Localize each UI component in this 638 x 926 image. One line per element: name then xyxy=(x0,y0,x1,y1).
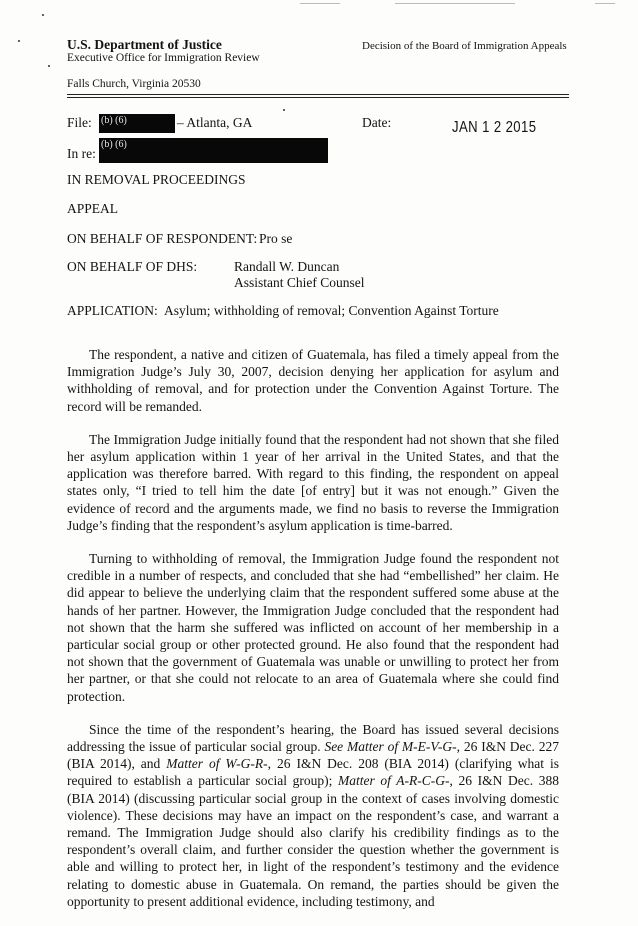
file-location: – Atlanta, GA xyxy=(177,115,253,130)
p4-text-a: Since the time of the respondent’s hearing, the Board has issued several decisions addressing the issue of particular social group. xyxy=(67,721,559,755)
p4-text-e: , 26 I&N Dec. 208 (BIA 2014) (clarifying what is required to establish a particular social group); xyxy=(67,756,559,789)
scan-artifact-line xyxy=(595,3,615,4)
citation-mevg: See Matter of M-E-V-G- xyxy=(324,739,457,755)
paragraph-3: Turning to withholding of removal, the Immigration Judge found the respondent not credible in a number of respects, and concluded that she had “embellished” her claim. He did appear to believe the underlying claim that the respondent suffered some abuse at the hands of her partner. However, the Immigration Judge concluded that the respondent had not shown that the harm she suffered was inflicted on account of her membership in a particular social group or other protected ground. He also found that the respondent had not shown that the government of Guatemala was unable or unwilling to protect her from her partner, or that she could not relocate to an area of Guatemala where she could find protection. xyxy=(67,551,559,704)
file-label: File: xyxy=(67,115,92,130)
application-value: Asylum; withholding of removal; Convention Against Torture xyxy=(164,303,499,318)
p4-text-c: , 26 I&N Dec. 227 (BIA 2014), and xyxy=(67,739,560,772)
paragraph-2: The Immigration Judge initially found that the respondent had not shown that she filed her asylum application within 1 year of her arrival in the United States, and that the application was therefore barred. With regard to this finding, the respondent on appeal states only, “I tried to tell him the date [of entry] but it was not enough.” Given the evidence of record and the arguments made, we find no basis to reverse the Immigration Judge’s finding that the respondent’s asylum application is time-barred. xyxy=(67,431,559,533)
application-label: APPLICATION: xyxy=(67,303,158,318)
scan-artifact-dot xyxy=(48,65,50,67)
respondent-value: Pro se xyxy=(259,231,293,246)
date-label: Date: xyxy=(362,115,392,130)
in-re-redaction: (b) (6) xyxy=(99,138,328,163)
department-name: U.S. Department of Justice xyxy=(67,37,222,52)
proceedings-type: IN REMOVAL PROCEEDINGS xyxy=(67,172,246,187)
paragraph-4 xyxy=(67,721,559,910)
file-redaction: (b) (6) xyxy=(99,114,175,133)
decision-body xyxy=(67,346,559,926)
header-rule-bottom xyxy=(67,97,569,98)
decision-of-label: Decision of the Board of Immigration Appeals xyxy=(362,40,567,52)
dhs-counsel-title: Assistant Chief Counsel xyxy=(234,275,365,290)
p4-text-g: , 26 I&N Dec. 388 (BIA 2014) (discussing particular social group in the context of cases involving domestic violence). These decisions may have an impact on the respondent’s case, and warrant a remand. The Immigration Judge should also clarify his credibility findings as to the respondent’s overall claim, and further consider the question whether the government is able and willing to protect her, in light of the respondent’s testimony and the evidence relating to domestic abuse in Guatemala. On remand, the parties should be given the opportunity to present additional evidence, including testimony, and xyxy=(67,773,559,909)
scan-artifact-dot xyxy=(42,14,44,16)
header-rule-top xyxy=(67,94,569,95)
scan-artifact-dot xyxy=(283,109,285,111)
dhs-label: ON BEHALF OF DHS: xyxy=(67,259,198,274)
date-stamp: JAN 1 2 2015 xyxy=(452,119,537,136)
citation-wgr: Matter of W-G-R- xyxy=(166,756,268,772)
scan-artifact-line xyxy=(300,3,340,4)
scan-artifact-dot xyxy=(18,40,20,42)
paragraph-1: The respondent, a native and citizen of Guatemala, has filed a timely appeal from the Immigration Judge’s July 30, 2007, decision denying her application for asylum and withholding of removal, and for protection under the Convention Against Torture. The record will be remanded. xyxy=(67,347,559,414)
scan-artifact-line xyxy=(395,3,515,4)
respondent-label: ON BEHALF OF RESPONDENT: xyxy=(67,231,258,246)
dhs-counsel-name: Randall W. Duncan xyxy=(234,259,340,274)
appeal-label: APPEAL xyxy=(67,201,119,216)
office-location: Falls Church, Virginia 20530 xyxy=(67,78,201,90)
office-name: Executive Office for Immigration Review xyxy=(67,52,260,64)
in-re-label: In re: xyxy=(67,146,96,161)
citation-arcg: Matter of A-R-C-G- xyxy=(338,773,450,789)
